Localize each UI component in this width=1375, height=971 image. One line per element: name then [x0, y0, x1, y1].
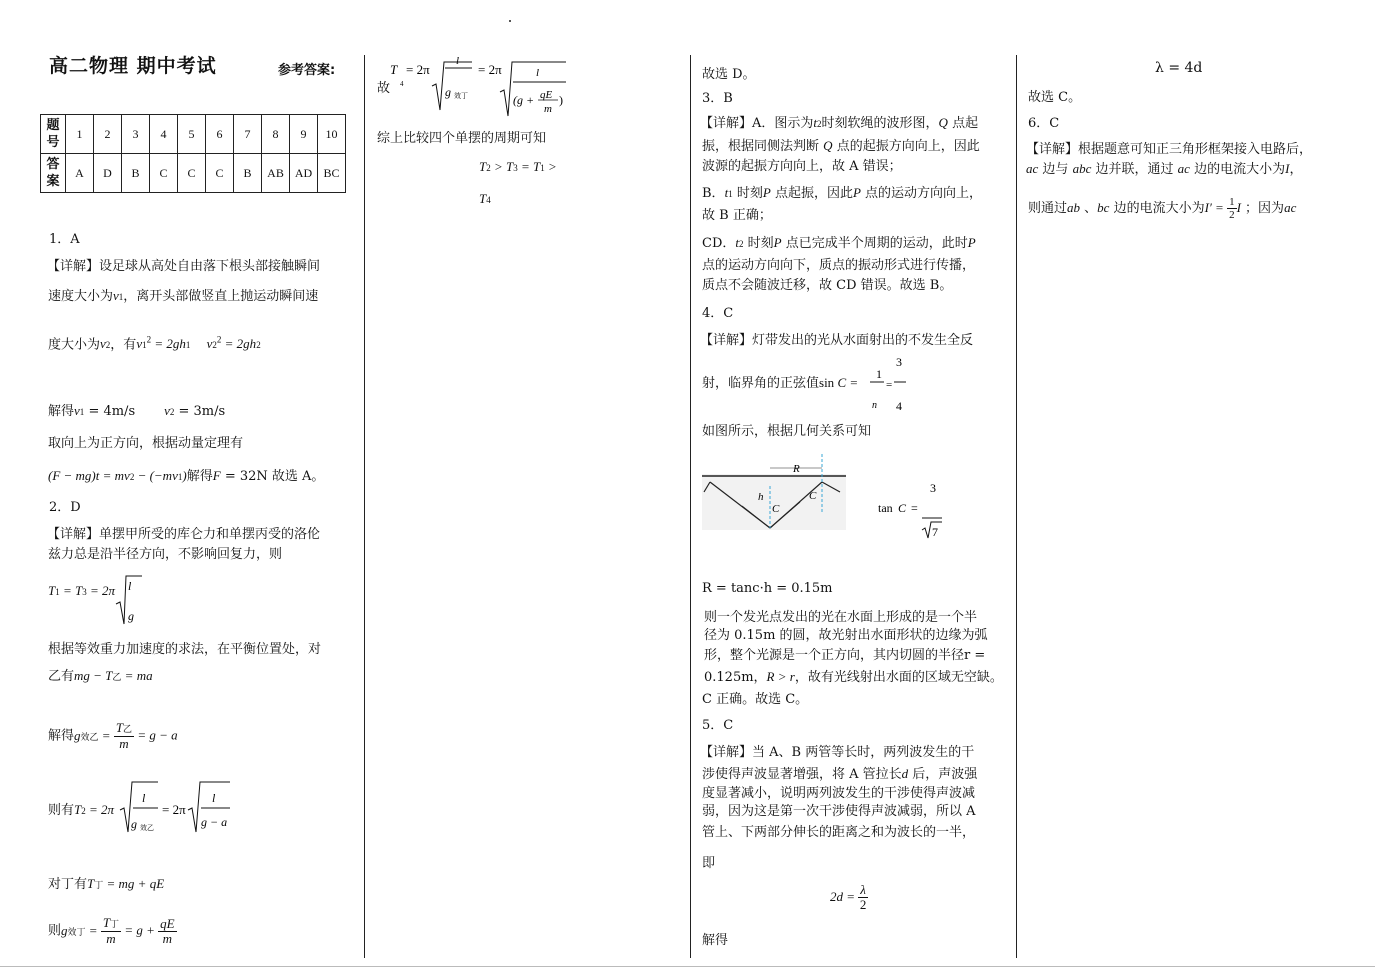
- formula: v2: [100, 336, 111, 352]
- table-cell: B: [234, 154, 262, 193]
- formula: ab: [1067, 200, 1081, 215]
- table-cell: 10: [318, 115, 346, 154]
- text: 点已完成半个周期的运动，此时: [785, 236, 968, 251]
- formula: 2d =: [830, 889, 859, 904]
- formula: T2 = 2π: [74, 802, 115, 817]
- sin-c-fraction: [866, 352, 912, 418]
- text: 解得: [48, 728, 75, 744]
- q2-formula-t1-t3: T1 = T3 = 2π: [48, 583, 116, 598]
- text: 点起振，因此: [774, 186, 853, 201]
- table-cell: AB: [262, 154, 290, 193]
- diagram-label-h: h: [758, 491, 764, 503]
- text: 边并联，通过: [1095, 162, 1174, 177]
- svg-text:4: 4: [400, 80, 404, 88]
- table-cell: BC: [318, 154, 346, 193]
- table-cell: 7: [234, 115, 262, 154]
- q3-line: 点的运动方向向下，质点的振动形式进行传播，: [702, 258, 976, 273]
- gu-text: 故: [377, 81, 391, 96]
- text: B．: [702, 186, 725, 201]
- q4-radius: R = tanc·h = 0.15m: [702, 581, 833, 596]
- formula: T丁 = mg + qE: [87, 876, 165, 891]
- fraction: $\frac{qE}{m}$: [160, 915, 175, 946]
- svg-text:3: 3: [896, 355, 902, 369]
- q1-equation-line: [48, 467, 324, 486]
- formula: v1: [74, 403, 85, 418]
- text: ，有: [110, 337, 137, 353]
- q6-line: [1028, 196, 1296, 221]
- q1-heading: 1．A: [49, 232, 80, 247]
- q3-line: 质点不会随波迁移，故 CD 错误。故选 B。: [702, 278, 953, 293]
- period-inequality: T2 > T3 = T1 >: [479, 159, 557, 174]
- diagram-label-C: C: [809, 490, 817, 502]
- formula: I: [1285, 161, 1290, 176]
- formula: ac: [1026, 161, 1039, 176]
- svg-text:l: l: [142, 791, 146, 805]
- text: 解得: [48, 404, 75, 419]
- svg-text:T: T: [390, 62, 398, 77]
- column-divider: [1016, 55, 1017, 958]
- q2-detail-line: 【详解】单摆甲所受的库仑力和单摆丙受的洛伦: [47, 527, 321, 542]
- q5-line: 度显著减小，说明两列波发生的干涉使得声波减: [702, 786, 976, 801]
- q1-detail-line: 【详解】设足球从高处自由落下根头部接触瞬间: [47, 259, 321, 274]
- answer-table: [40, 114, 346, 193]
- formula: P: [967, 235, 976, 250]
- compare-text: 综上比较四个单摆的周期可知: [377, 131, 547, 146]
- text: 则: [48, 923, 62, 939]
- q1-direction-line: 取向上为正方向，根据动量定理有: [48, 436, 244, 451]
- formula: g效乙 =: [74, 727, 114, 743]
- svg-text:效丁: 效丁: [454, 92, 468, 100]
- row-label-answer: [41, 154, 66, 193]
- text: 0.125m，: [704, 670, 767, 685]
- text: 后，声波强: [912, 767, 978, 782]
- formula: Q: [938, 115, 948, 130]
- answer-table-row-answers: [41, 154, 346, 193]
- svg-text:g: g: [131, 817, 137, 831]
- text: 时刻: [747, 236, 774, 251]
- formula: mg − T乙 = ma: [74, 668, 153, 683]
- speck: [509, 20, 511, 22]
- text: 射，临界角的正弦值: [702, 376, 820, 391]
- formula: sin C =: [819, 375, 859, 390]
- q1-detail-line: [48, 331, 261, 354]
- table-cell: AD: [290, 154, 318, 193]
- q5-line: 即: [702, 856, 716, 871]
- formula: $v1^2 = 2gh1$ $v2^2 = 2gh2$: [136, 335, 261, 352]
- svg-text:l: l: [128, 579, 132, 593]
- q3-line: 波源的起振方向向上，故 A 错误；: [702, 159, 902, 174]
- column-divider: [690, 55, 691, 958]
- table-cell: 9: [290, 115, 318, 154]
- q3-line: [702, 184, 982, 203]
- text: = 32N 故选 A。: [224, 469, 325, 484]
- svg-text:g: g: [128, 609, 134, 623]
- svg-text:g − a: g − a: [201, 815, 228, 829]
- row-label-text: 答案: [46, 157, 60, 189]
- q5-line: 弱，因为这是第一次干涉使得声波减弱，所以 A: [702, 804, 976, 819]
- text: 对丁有: [48, 877, 88, 892]
- text: 点的起振方向向上，因此: [836, 139, 980, 154]
- q5-line: 解得: [702, 933, 729, 948]
- text: 时刻软绳的波形图，: [821, 116, 939, 131]
- q5-line: [702, 765, 977, 784]
- text: 乙有: [48, 669, 75, 684]
- text: 则通过: [1028, 201, 1068, 216]
- formula: F: [212, 468, 221, 483]
- svg-text:= 2π: = 2π: [406, 62, 430, 77]
- svg-text:C: C: [898, 501, 907, 515]
- text: 则有: [48, 803, 75, 818]
- svg-text:1: 1: [876, 367, 882, 381]
- tan-c-formula: [878, 478, 948, 542]
- q4-line: 【详解】灯带发出的光从水面射出的不发生全反: [700, 333, 974, 348]
- fraction: $\frac{\text{T丁}}{m}$: [102, 915, 120, 946]
- formula: = g − a: [134, 727, 178, 743]
- page-bottom-edge: [0, 966, 1375, 967]
- q2-solve-line: [48, 721, 178, 751]
- fraction: $\frac{\lambda}{2}$: [859, 882, 867, 912]
- q6-heading: 6．C: [1028, 116, 1060, 131]
- formula: P: [773, 235, 782, 250]
- table-cell: D: [94, 154, 122, 193]
- q3-line: 故 B 正确；: [702, 208, 772, 223]
- q2-detail-line: 根据等效重力加速度的求法，在平衡位置处，对: [48, 642, 322, 657]
- row-label-number: [41, 115, 66, 154]
- formula: ac: [1284, 200, 1297, 215]
- svg-text:效乙: 效乙: [140, 824, 154, 832]
- svg-text:=: =: [911, 501, 918, 515]
- value: = 3m/s: [178, 404, 226, 419]
- q2-then-line: [48, 801, 114, 820]
- answer-table-row-numbers: [41, 115, 346, 154]
- table-cell: B: [122, 154, 150, 193]
- q3-line: [702, 234, 976, 253]
- q3-line: [700, 114, 978, 133]
- formula: ac: [1177, 161, 1190, 176]
- text: ；因为: [1245, 201, 1285, 216]
- q6-line: 【详解】根据题意可知正三角形框架接入电路后，: [1026, 142, 1313, 157]
- lambda-result: λ = 4d: [1155, 60, 1203, 76]
- svg-text:3: 3: [930, 481, 936, 495]
- text: 涉使得声波显著增强，将 A 管拉长: [702, 767, 902, 782]
- svg-text:): ): [559, 93, 563, 107]
- svg-text:g: g: [445, 85, 451, 99]
- formula: R > r: [766, 669, 795, 684]
- text: 【详解】A．图示为: [700, 116, 814, 131]
- formula: (F − mg)t = mv2 − (−mv1): [48, 468, 187, 483]
- text: 边与: [1042, 162, 1069, 177]
- q5-line: 【详解】当 A、B 两管等长时，两列波发生的干: [700, 745, 975, 760]
- q4-line: C 正确。故选 C。: [702, 692, 809, 707]
- q5-heading: 5．C: [702, 718, 734, 733]
- q2-heading: 2．D: [49, 500, 81, 515]
- table-cell: C: [206, 154, 234, 193]
- q5-line: 管上、下两部分伸长的距离之和为波长的一半，: [702, 825, 976, 840]
- q4-line: [702, 374, 858, 393]
- q2-detail-line: [48, 667, 153, 686]
- period-formula-ding: [390, 52, 570, 118]
- text: 、: [1084, 201, 1098, 216]
- text: CD．: [702, 236, 736, 251]
- svg-text:qE: qE: [540, 89, 553, 101]
- q4-line: 则一个发光点发出的光在水面上形成的是一个半: [704, 610, 978, 625]
- text: 边的电流大小为: [1194, 162, 1286, 177]
- svg-text:= 2π: = 2π: [162, 802, 186, 817]
- text: 振，根据同侧法判断: [702, 139, 820, 154]
- q2-detail-line: 兹力总是沿半径方向，不影响回复力，则: [48, 547, 283, 562]
- sqrt-sign: [114, 574, 144, 626]
- formula: I′ =: [1204, 200, 1228, 215]
- q6-line: ac 边与 abc 边并联，通过 ac 边的电流大小为I，: [1026, 161, 1303, 177]
- text: 度大小为: [48, 337, 101, 353]
- q1-detail-line: [48, 287, 318, 306]
- text: 速度大小为: [48, 289, 114, 304]
- text: ，故有光线射出水面的区域无空缺。: [794, 670, 1003, 685]
- q1-result-line: [48, 402, 225, 421]
- text: 时刻: [736, 186, 763, 201]
- q2-ze-line: [48, 916, 177, 946]
- formula: t2: [813, 115, 822, 130]
- table-cell: 3: [122, 115, 150, 154]
- formula: abc: [1072, 161, 1092, 176]
- text: 边的电流大小为: [1113, 201, 1205, 216]
- column-divider: [364, 55, 365, 958]
- text: 点起: [952, 116, 979, 131]
- svg-text:4: 4: [896, 399, 902, 413]
- q3-heading: 3．B: [702, 91, 733, 106]
- table-cell: 4: [150, 115, 178, 154]
- table-cell: 1: [66, 115, 94, 154]
- period-inequality-end: T4: [479, 191, 491, 206]
- fraction: $\frac{1}{2}$: [1229, 196, 1235, 221]
- formula: Q: [823, 138, 833, 153]
- table-cell: 2: [94, 115, 122, 154]
- formula: bc: [1097, 200, 1110, 215]
- svg-text:7: 7: [932, 525, 938, 539]
- table-cell: A: [66, 154, 94, 193]
- formula: v2: [164, 403, 175, 418]
- svg-text:=: =: [886, 379, 893, 391]
- table-cell: C: [150, 154, 178, 193]
- text: 解得: [186, 469, 213, 484]
- diagram-label-R: R: [793, 463, 800, 475]
- light-refraction-diagram: [702, 452, 846, 530]
- q5-formula: [830, 883, 868, 912]
- row-label-text: 题号: [46, 118, 60, 150]
- q4-line: 径为 0.15m 的圆，故光射出水面形状的边缘为弧: [704, 628, 988, 643]
- formula: d: [901, 766, 909, 781]
- svg-text:(g +: (g +: [513, 93, 535, 107]
- text: ，离开头部做竖直上抛运动瞬间速: [123, 289, 319, 304]
- formula: v1: [113, 288, 124, 303]
- q2-conclusion: 故选 D。: [702, 67, 756, 82]
- q4-line: [704, 668, 1003, 687]
- svg-text:m: m: [544, 103, 552, 115]
- svg-text:l: l: [536, 67, 540, 79]
- sqrt-formula: [118, 780, 238, 836]
- table-cell: C: [178, 154, 206, 193]
- formula: = g +: [121, 922, 159, 938]
- q4-line: 如图所示，根据几何关系可知: [702, 424, 872, 439]
- text: 点的运动方向向上，: [865, 186, 983, 201]
- table-cell: 6: [206, 115, 234, 154]
- formula: t1: [724, 185, 733, 200]
- table-cell: 5: [178, 115, 206, 154]
- svg-text:l: l: [456, 55, 460, 67]
- q4-line: 形，整个光源是一个正方向，其内切圆的半径r =: [704, 648, 986, 663]
- q2-ding-line: [48, 875, 164, 894]
- svg-text:l: l: [212, 791, 216, 805]
- formula: g效丁 =: [61, 922, 101, 938]
- svg-text:= 2π: = 2π: [478, 62, 502, 77]
- q4-heading: 4．C: [702, 306, 734, 321]
- page-title: 高二物理 期中考试: [49, 55, 217, 77]
- q5-conclusion: 故选 C。: [1028, 90, 1082, 105]
- table-cell: 8: [262, 115, 290, 154]
- answer-label: 参考答案:: [278, 63, 336, 78]
- svg-text:n: n: [872, 400, 877, 411]
- diagram-label-C: C: [772, 503, 780, 515]
- formula: P: [762, 185, 771, 200]
- formula: I: [1236, 200, 1241, 215]
- value: = 4m/s: [88, 404, 136, 419]
- formula: P: [852, 185, 861, 200]
- svg-text:tan: tan: [878, 501, 893, 515]
- q3-line: [702, 137, 980, 156]
- fraction: $\frac{\text{T乙}}{m}$: [115, 720, 133, 751]
- formula: t2: [735, 235, 744, 250]
